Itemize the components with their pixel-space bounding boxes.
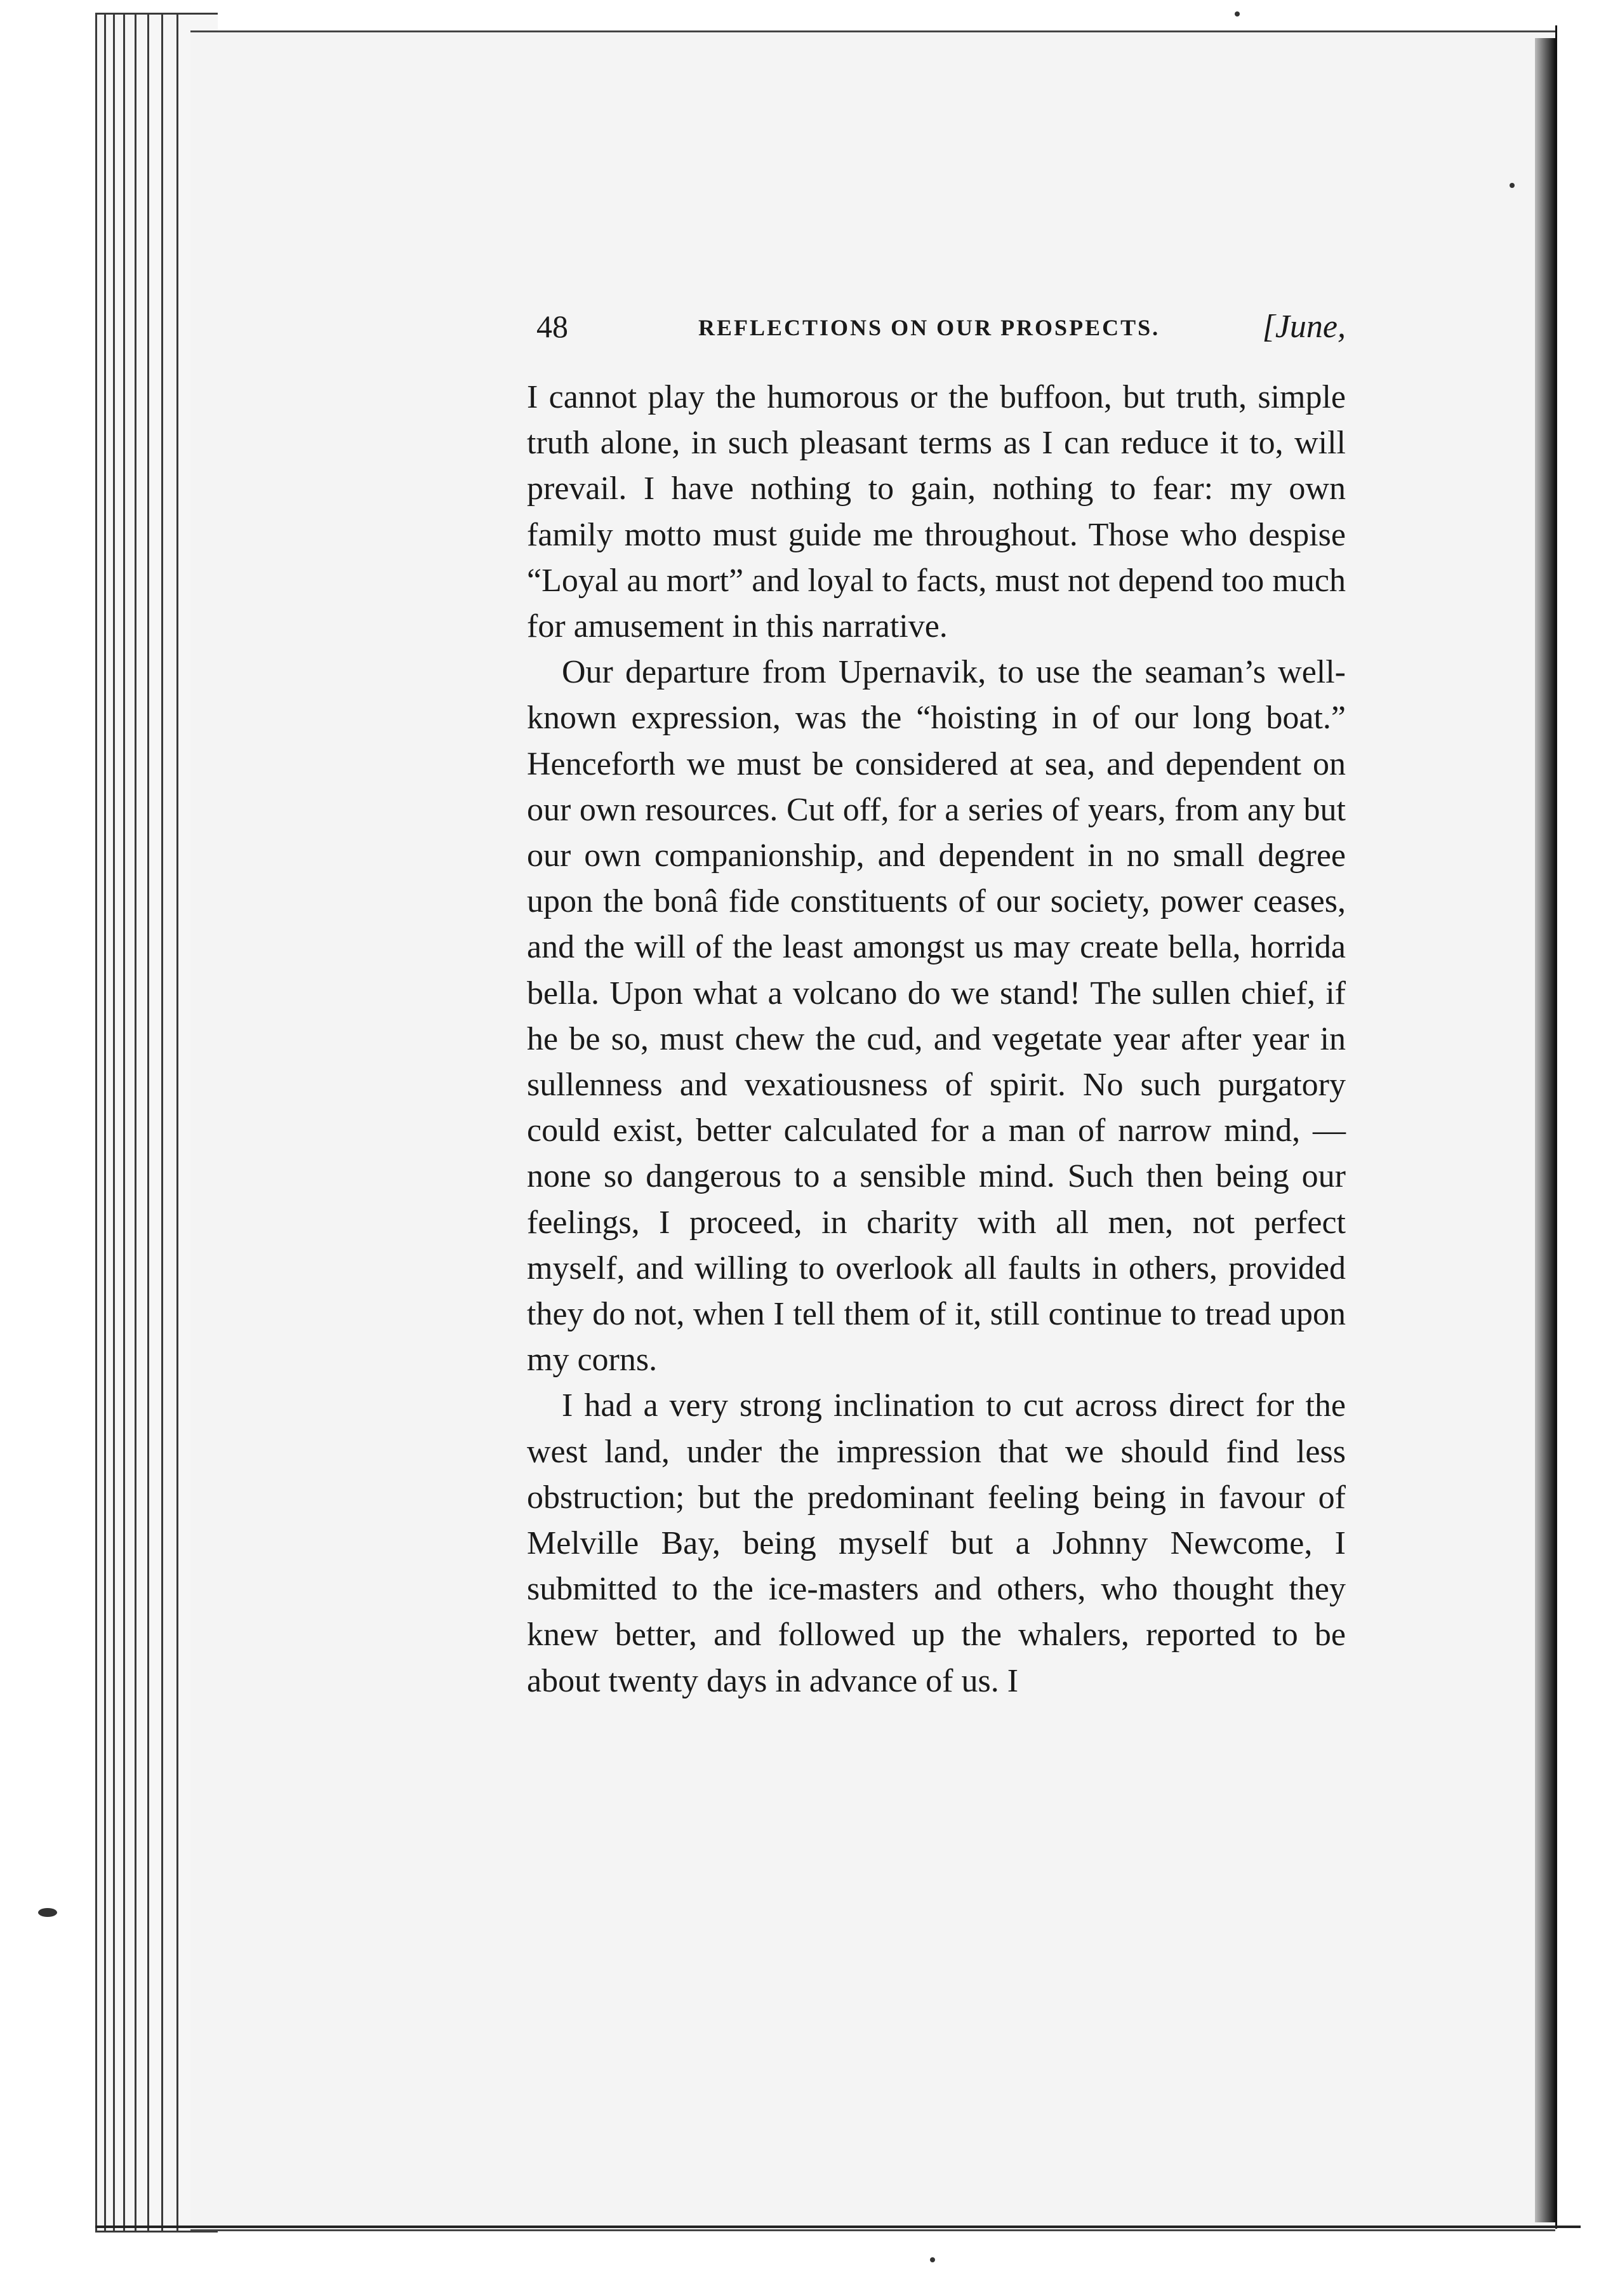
scan-speck — [930, 2257, 935, 2262]
paragraph-1: I cannot play the humorous or the buffoon, but truth, simple truth alone, in such pleasant terms as I can reduce it to, will prevail. I have nothing to gain, nothing to fear: my own family motto must guide me throughout. Those who despise “Loyal au mort” and loyal to facts, must not depend too much for amusement in this narrative. — [527, 379, 1346, 645]
bottom-edge-rule — [95, 2226, 1581, 2228]
scan-speck — [1510, 183, 1515, 188]
page-number: 48 — [536, 309, 568, 344]
scan-speck — [1235, 11, 1240, 17]
running-title: REFLECTIONS ON OUR PROSPECTS. — [698, 315, 1160, 340]
running-header — [536, 308, 1346, 352]
facing-page-edge — [1555, 25, 1594, 2229]
running-date: [June, — [1262, 309, 1346, 345]
body-text — [527, 375, 1346, 1704]
scan-speck — [38, 1908, 57, 1917]
paragraph-3: I had a very strong inclination to cut across direct for the west land, under the impression that we should find less obstruction; but the predominant feeling being in favour of Melville Bay, being myself but a Johnny Newcome, I submitted to the ice-masters and others, who thought they knew better, and followed up the whalers, reported to be about twenty days in advance of us. I — [527, 1387, 1346, 1699]
gutter-shadow — [1535, 38, 1555, 2222]
paragraph-2: Our departure from Upernavik, to use the seaman’s well-known expression, was the “hoisting in of our long boat.” Henceforth we must be considered at sea, and dependent on our own resources. Cut off, for a series of years, from any but our own companionship, and dependent in no small degree upon the bonâ fide constituents of our society, power ceases, and the will of the least amongst us may create bella, horrida bella. Upon what a volcano do we stand! The sullen chief, if he be so, must chew the cud, and vegetate year after year in sullenness and vexatiousness of spirit. No such purgatory could exist, better calculated for a man of narrow mind, —none so dangerous to a sensible mind. Such then being our feelings, I proceed, in charity with all men, not perfect myself, and willing to overlook all faults in others, provided they do not, when I tell them of it, still continue to tread upon my corns. — [527, 654, 1346, 1378]
